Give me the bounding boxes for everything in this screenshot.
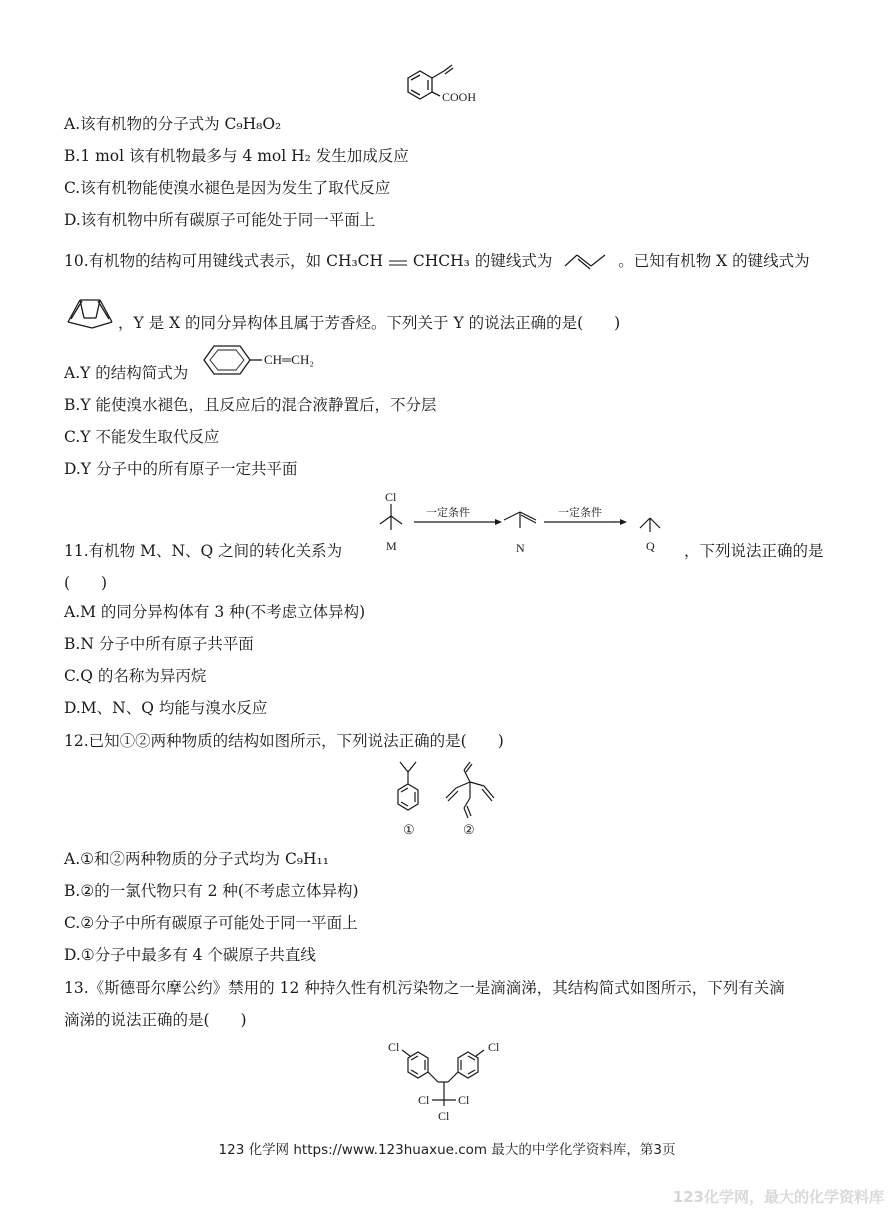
n-label: N bbox=[516, 541, 525, 555]
q10-stem bbox=[64, 250, 810, 273]
watermark: 123化学网，最大的化学资料库 bbox=[672, 1188, 884, 1206]
q12-option-b: B.②的一氯代物只有 2 种(不考虑立体异构) bbox=[64, 882, 359, 900]
q11-stem: 11.有机物 M、N、Q 之间的转化关系为 bbox=[64, 542, 343, 560]
structure-2-label: ② bbox=[463, 822, 475, 837]
q11-option-d: D.M、N、Q 均能与溴水反应 bbox=[64, 699, 268, 717]
ddt-cl-1: Cl bbox=[388, 1040, 400, 1054]
q12-structures bbox=[388, 758, 508, 840]
page-footer: 123 化学网 https://www.123huaxue.com 最大的中学化学资料库，第3页 bbox=[218, 1142, 676, 1158]
styrene-label: CH═CH₂ bbox=[264, 352, 314, 367]
q13-stem-line2: 滴涕的说法正确的是( ) bbox=[64, 1011, 247, 1029]
norbornadiene-structure bbox=[62, 292, 118, 332]
ddt-structure bbox=[382, 1038, 512, 1128]
q9-structure bbox=[400, 58, 500, 108]
q9-option-c: C.该有机物能使溴水褪色是因为发生了取代反应 bbox=[64, 179, 391, 197]
q13-stem-line1: 13.《斯德哥尔摩公约》禁用的 12 种持久性有机污染物之一是滴滴涕，其结构简式如图所示，下列有关滴 bbox=[64, 979, 785, 997]
q11-stem-end: ，下列说法正确的是 bbox=[684, 542, 824, 560]
q12-option-a: A.①和②两种物质的分子式均为 C₉H₁₁ bbox=[64, 850, 329, 868]
q-label: Q bbox=[646, 539, 655, 553]
ddt-cl-5: Cl bbox=[438, 1109, 450, 1123]
double-bond-symbol bbox=[388, 251, 408, 273]
q10-stem-part1: 10.有机物的结构可用键线式表示，如 CH₃CH bbox=[64, 252, 384, 270]
q9-option-a: A.该有机物的分子式为 C₉H₈O₂ bbox=[64, 115, 282, 133]
styrene-structure bbox=[200, 342, 350, 378]
structure-1-label: ① bbox=[403, 822, 415, 837]
q12-stem: 12.已知①②两种物质的结构如图所示，下列说法正确的是( ) bbox=[64, 732, 504, 750]
q10-stem-line2: ，Y 是 X 的同分异构体且属于芳香烃。下列关于 Y 的说法正确的是( ) bbox=[118, 314, 621, 332]
q12-option-d: D.①分子中最多有 4 个碳原子共直线 bbox=[64, 946, 316, 964]
ddt-cl-3: Cl bbox=[418, 1093, 430, 1107]
q10-option-c: C.Y 不能发生取代反应 bbox=[64, 428, 220, 446]
q12-option-c: C.②分子中所有碳原子可能处于同一平面上 bbox=[64, 914, 358, 932]
q11-option-c: C.Q 的名称为异丙烷 bbox=[64, 667, 207, 685]
m-label: M bbox=[386, 539, 397, 553]
ddt-cl-2: Cl bbox=[488, 1040, 500, 1054]
q9-option-d: D.该有机物中所有碳原子可能处于同一平面上 bbox=[64, 211, 376, 229]
q10-option-d: D.Y 分子中的所有原子一定共平面 bbox=[64, 460, 298, 478]
cooh-label: COOH bbox=[442, 90, 477, 104]
m-cl-label: Cl bbox=[385, 490, 397, 504]
q11-stem-line2: ( ) bbox=[64, 574, 108, 592]
condition-2: 一定条件 bbox=[558, 507, 602, 519]
q10-stem-part2: CHCH₃ 的键线式为 bbox=[412, 252, 553, 270]
q11-option-a: A.M 的同分异构体有 3 种(不考虑立体异构) bbox=[64, 603, 366, 621]
q11-option-b: B.N 分子中所有原子共平面 bbox=[64, 635, 254, 653]
ddt-cl-4: Cl bbox=[458, 1093, 470, 1107]
butene-skeletal bbox=[561, 250, 609, 272]
q10-option-a: A.Y 的结构简式为 bbox=[64, 364, 189, 382]
q11-reaction-scheme bbox=[370, 488, 680, 560]
q9-option-b: B.1 mol 该有机物最多与 4 mol H₂ 发生加成反应 bbox=[64, 147, 409, 165]
condition-1: 一定条件 bbox=[426, 507, 470, 519]
q10-option-b: B.Y 能使溴水褪色，且反应后的混合液静置后，不分层 bbox=[64, 396, 437, 414]
q10-stem-part3: 。已知有机物 X 的键线式为 bbox=[618, 252, 810, 270]
